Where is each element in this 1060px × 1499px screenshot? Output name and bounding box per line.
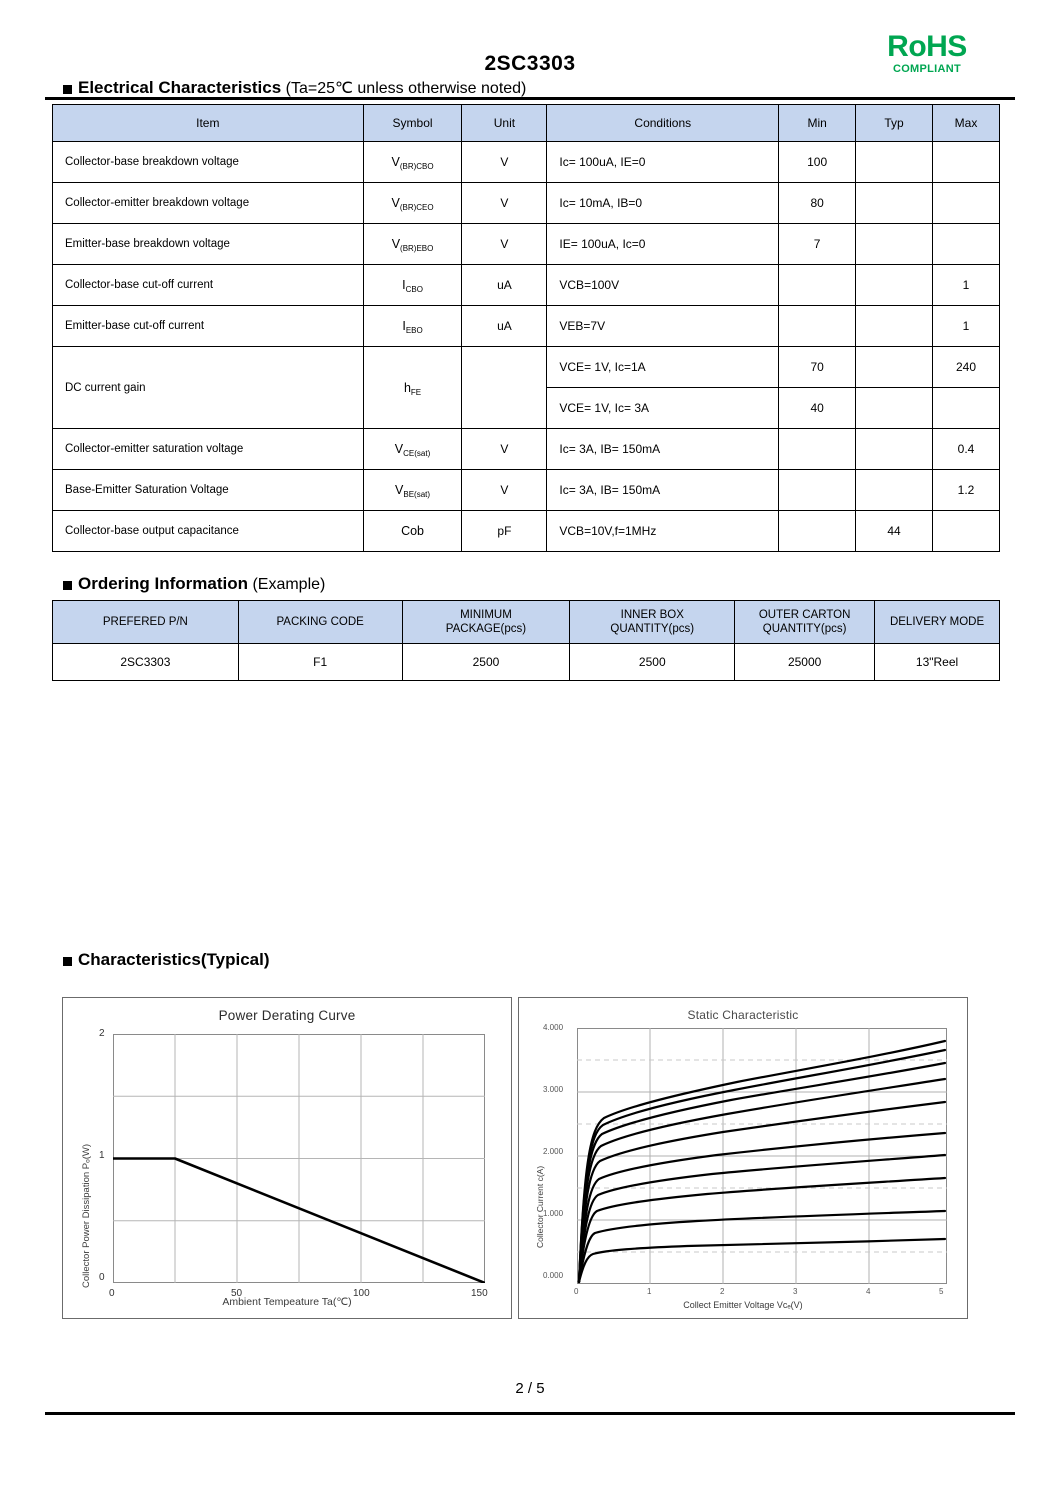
cell-min — [779, 511, 856, 552]
col-min: Min — [779, 105, 856, 142]
x-tick-3: 3 — [793, 1287, 798, 1296]
chart-title: Power Derating Curve — [218, 1008, 356, 1023]
rohs-compliant-label: COMPLIANT — [892, 63, 962, 75]
cell-max — [932, 224, 999, 265]
cell-typ — [856, 347, 933, 388]
col-line-2: QUANTITY(pcs) — [762, 623, 847, 635]
cell-unit: V — [462, 142, 547, 183]
cell-conditions: VEB=7V — [547, 306, 779, 347]
col-line-1: PACKING CODE — [276, 615, 364, 628]
table-row — [53, 183, 1000, 224]
col-packing-code — [238, 601, 402, 644]
x-tick-2: 2 — [720, 1287, 725, 1296]
cell-unit: pF — [462, 511, 547, 552]
power-derating-plot — [113, 1034, 485, 1283]
cell-inner-box: 2500 — [570, 644, 735, 681]
col-inner-box — [570, 601, 735, 644]
col-line-2: QUANTITY(pcs) — [610, 623, 695, 635]
col-line-1: PREFERED P/N — [102, 615, 188, 628]
symbol-main: I — [402, 319, 406, 333]
cell-unit: uA — [462, 306, 547, 347]
cell-max: 1 — [932, 265, 999, 306]
cell-symbol — [363, 429, 462, 470]
table-row — [53, 511, 1000, 552]
electrical-heading-main: Electrical Characteristics — [78, 78, 282, 97]
symbol-sub: (BR)CBO — [399, 162, 434, 171]
symbol-main: I — [402, 278, 406, 292]
y-tick-2: 2 — [99, 1028, 105, 1039]
y-tick-1000: 1.000 — [543, 1209, 564, 1218]
cell-conditions: VCE= 1V, Ic= 3A — [547, 388, 779, 429]
symbol-sub: CBO — [405, 285, 423, 294]
y-tick-3000: 3.000 — [543, 1085, 564, 1094]
rohs-logo — [852, 32, 1002, 75]
characteristics-charts — [62, 997, 968, 1319]
cell-min — [779, 470, 856, 511]
cell-min: 70 — [779, 347, 856, 388]
cell-unit: uA — [462, 265, 547, 306]
symbol-sub: (BR)EBO — [400, 244, 434, 253]
cell-max — [932, 511, 999, 552]
cell-typ — [856, 429, 933, 470]
cell-min — [779, 429, 856, 470]
col-unit: Unit — [462, 105, 547, 142]
symbol-main: V — [391, 196, 400, 210]
cell-item: Collector-base output capacitance — [53, 511, 364, 552]
cell-min — [779, 265, 856, 306]
cell-max — [932, 142, 999, 183]
cell-minimum-package: 2500 — [402, 644, 570, 681]
col-line-1: INNER BOX — [620, 608, 684, 621]
table-row-hfe-1 — [53, 347, 1000, 388]
symbol-sub: BE(sat) — [403, 490, 431, 499]
cell-min: 40 — [779, 388, 856, 429]
cell-item: Collector-emitter saturation voltage — [53, 429, 364, 470]
cell-max: 240 — [932, 347, 999, 388]
col-line-1: OUTER CARTON — [758, 608, 851, 621]
page-title: 2SC3303 — [484, 52, 576, 75]
col-conditions: Conditions — [547, 105, 779, 142]
cell-typ: 44 — [856, 511, 933, 552]
cell-item: Emitter-base cut-off current — [53, 306, 364, 347]
cell-max — [932, 183, 999, 224]
col-typ: Typ — [856, 105, 933, 142]
cell-unit: V — [462, 429, 547, 470]
table-row — [53, 470, 1000, 511]
square-bullet-icon — [63, 85, 72, 94]
cell-unit: V — [462, 470, 547, 511]
y-tick-4000: 4.000 — [543, 1023, 564, 1032]
chart-x-axis-label: Ambient Tempeature Ta(℃) — [222, 1296, 352, 1308]
cell-outer-carton: 25000 — [735, 644, 875, 681]
cell-item: Emitter-base breakdown voltage — [53, 224, 364, 265]
cell-conditions: Ic= 100uA, IE=0 — [547, 142, 779, 183]
cell-conditions: VCB=100V — [547, 265, 779, 306]
chart-title: Static Characteristic — [687, 1008, 799, 1022]
col-symbol: Symbol — [363, 105, 462, 142]
cell-min: 100 — [779, 142, 856, 183]
ordering-information-heading — [0, 574, 1060, 594]
characteristics-heading-main: Characteristics(Typical) — [78, 950, 270, 969]
cell-item: Collector-base cut-off current — [53, 265, 364, 306]
chart-y-axis-label: Collector Power Dissipation Pₒ(W) — [81, 1143, 92, 1288]
symbol-main: h — [403, 380, 411, 395]
electrical-heading-sub: (Ta=25℃ unless otherwise noted) — [281, 80, 527, 97]
x-tick-0: 0 — [574, 1287, 579, 1296]
x-tick-4: 4 — [866, 1287, 871, 1296]
symbol-sub: EBO — [405, 326, 423, 335]
table-row — [53, 429, 1000, 470]
static-characteristic-chart — [518, 997, 968, 1319]
cell-typ — [856, 224, 933, 265]
cell-symbol — [363, 470, 462, 511]
symbol-sub: FE — [410, 387, 422, 397]
cell-typ — [856, 388, 933, 429]
cell-unit: V — [462, 224, 547, 265]
table-header-row — [53, 601, 1000, 644]
col-line-2: PACKAGE(pcs) — [445, 623, 527, 635]
cell-symbol — [363, 347, 462, 429]
cell-symbol — [363, 511, 462, 552]
cell-item: Base-Emitter Saturation Voltage — [53, 470, 364, 511]
ordering-heading-sub: (Example) — [248, 576, 326, 593]
chart-y-axis-label: Collector Current c(A) — [535, 1165, 545, 1248]
cell-item: Collector-emitter breakdown voltage — [53, 183, 364, 224]
cell-symbol — [363, 306, 462, 347]
symbol-main: V — [391, 237, 401, 251]
cell-packing-code: F1 — [238, 644, 402, 681]
square-bullet-icon — [63, 581, 72, 590]
cell-symbol — [363, 183, 462, 224]
cell-delivery-mode: 13"Reel — [875, 644, 1000, 681]
chart-x-axis-label: Collect Emitter Voltage Vcₑ(V) — [683, 1300, 803, 1310]
col-delivery-mode — [875, 601, 1000, 644]
cell-max: 0.4 — [932, 429, 999, 470]
cell-min — [779, 306, 856, 347]
x-tick-0: 0 — [109, 1288, 115, 1299]
x-tick-5: 5 — [939, 1287, 944, 1296]
characteristics-heading — [0, 950, 269, 970]
electrical-characteristics-heading — [0, 78, 1060, 98]
cell-item: DC current gain — [53, 347, 364, 429]
rohs-label: RoHS — [887, 30, 967, 63]
cell-min: 80 — [779, 183, 856, 224]
page-header — [0, 0, 1060, 78]
cell-conditions: VCE= 1V, Ic=1A — [547, 347, 779, 388]
cell-typ — [856, 306, 933, 347]
cell-symbol — [363, 265, 462, 306]
cell-unit: V — [462, 183, 547, 224]
square-bullet-icon — [63, 957, 72, 966]
cell-typ — [856, 470, 933, 511]
table-row — [53, 306, 1000, 347]
col-prefered-pn — [53, 601, 239, 644]
y-tick-2000: 2.000 — [543, 1147, 564, 1156]
x-tick-150: 150 — [471, 1288, 488, 1299]
symbol-main: V — [395, 483, 404, 497]
col-outer-carton — [735, 601, 875, 644]
x-tick-1: 1 — [647, 1287, 652, 1296]
table-row — [53, 224, 1000, 265]
table-row — [53, 142, 1000, 183]
footer-divider — [45, 1412, 1015, 1415]
cell-symbol — [363, 142, 462, 183]
col-max: Max — [932, 105, 999, 142]
cell-unit — [462, 347, 547, 429]
cell-max — [932, 388, 999, 429]
symbol-main: V — [394, 442, 404, 456]
table-row — [53, 644, 1000, 681]
power-derating-chart — [62, 997, 512, 1319]
col-minimum-package — [402, 601, 570, 644]
cell-conditions: IE= 100uA, Ic=0 — [547, 224, 779, 265]
col-item: Item — [53, 105, 364, 142]
cell-typ — [856, 265, 933, 306]
col-line-1: DELIVERY MODE — [889, 615, 985, 628]
cell-conditions: Ic= 3A, IB= 150mA — [547, 429, 779, 470]
x-tick-50: 50 — [231, 1288, 243, 1299]
cell-typ — [856, 142, 933, 183]
cell-conditions: VCB=10V,f=1MHz — [547, 511, 779, 552]
cell-item: Collector-base breakdown voltage — [53, 142, 364, 183]
ordering-information-table — [52, 600, 1000, 681]
symbol-main: V — [391, 155, 400, 169]
x-tick-100: 100 — [353, 1288, 370, 1299]
y-tick-1: 1 — [99, 1150, 105, 1161]
page-number: 2 / 5 — [515, 1380, 545, 1397]
cell-prefered-pn: 2SC3303 — [53, 644, 239, 681]
cell-conditions: Ic= 10mA, IB=0 — [547, 183, 779, 224]
electrical-characteristics-table — [52, 104, 1000, 552]
cell-typ — [856, 183, 933, 224]
cell-max: 1.2 — [932, 470, 999, 511]
y-tick-0000: 0.000 — [543, 1271, 564, 1280]
cell-symbol — [363, 224, 462, 265]
static-characteristic-plot — [577, 1028, 947, 1284]
symbol-sub: (BR)CEO — [399, 203, 434, 212]
cell-conditions: Ic= 3A, IB= 150mA — [547, 470, 779, 511]
symbol-sub: CE(sat) — [403, 449, 431, 458]
table-row — [53, 265, 1000, 306]
cell-min: 7 — [779, 224, 856, 265]
table-header-row — [53, 105, 1000, 142]
col-line-1: MINIMUM — [460, 608, 512, 621]
ordering-heading-main: Ordering Information — [78, 574, 248, 593]
symbol-main: Cob — [401, 524, 424, 538]
y-tick-0: 0 — [99, 1272, 105, 1283]
cell-max: 1 — [932, 306, 999, 347]
